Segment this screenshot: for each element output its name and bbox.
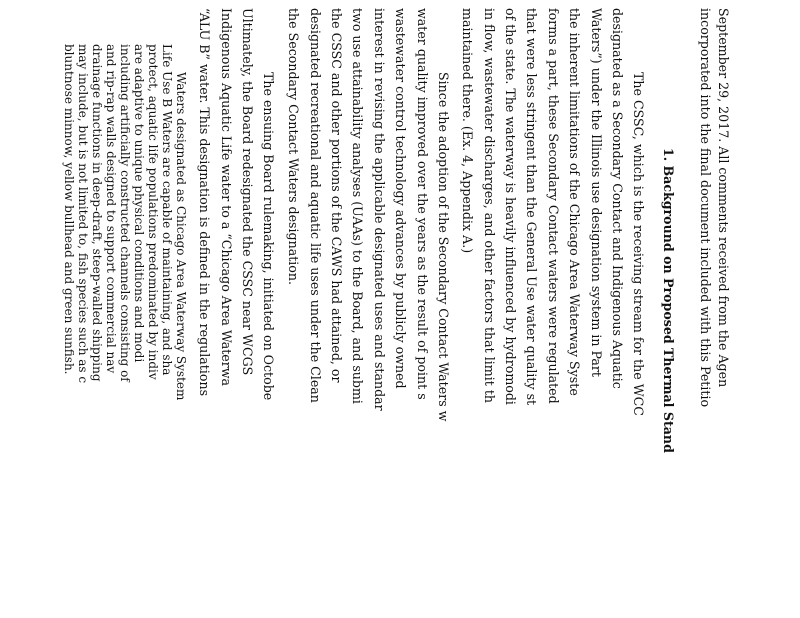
para2-line-2: water quality improved over the years as the result of point s [415, 8, 430, 400]
quote-line-2: Life Use B Waters are capable of maintaining, and sha [160, 44, 174, 376]
para1-line-8: in flow, wastewater discharges, and other factors that limit th [482, 8, 497, 404]
para1-line-1: The CSSC, which is the receiving stream for the WCC [631, 72, 646, 416]
para2-line-8: the Secondary Contact Waters designation. [286, 8, 301, 286]
para2-line-3: wastewater control technology advances by publicly owned [393, 8, 408, 389]
para1-line-7: of the state. The waterway is heavily influenced by hydromodi [503, 8, 518, 405]
intro-line-2: incorporated into the final document included with this Petitio [698, 8, 713, 408]
quote-line-1: Waters designated as Chicago Area Waterway System [174, 72, 188, 401]
quote-line-3: protect, aquatic life populations predominated by indiv [146, 44, 160, 380]
para1-line-4: the inherent limitations of the Chicago Area Waterway Syste [567, 8, 582, 396]
para1-line-5: forms a part, these Secondary Contact waters were regulated [546, 8, 561, 404]
quote-line-5: including artificially constructed channels consisting of [118, 44, 132, 382]
para2-line-1: Since the adoption of the Secondary Contact Waters w [436, 72, 451, 422]
quote-line-7: drainage functions in deep-draft, steep-walled shipping [90, 44, 104, 382]
quote-line-4: are adaptive to unique physical conditions and modi [132, 44, 146, 363]
intro-line-1: September 29, 2017. All comments received from the Agen [716, 8, 731, 388]
section-heading: 1. Background on Proposed Thermal Stand [661, 148, 676, 453]
para1-line-6: that were less stringent than the General Use water quality st [524, 8, 539, 406]
para1-line-9: maintained there. (Ex. 4, Appendix A.) [460, 8, 475, 254]
para2-line-6: the CSSC and other portions of the CAWS had attained, or [329, 8, 344, 383]
para2-line-5: two use attainability analyses (UAAs) to the Board, and submi [350, 8, 365, 404]
para3-line-1: The ensuing Board rulemaking, initiated on Octobe [261, 72, 276, 401]
para3-line-4: “ALU B” water. This designation is defined in the regulations [197, 8, 212, 397]
quote-line-6: and rip-rap walls designed to support commercial nav [104, 44, 118, 374]
para3-line-3: Indigenous Aquatic Life water to a “Chicago Area Waterwa [219, 8, 234, 387]
quote-line-8: may include, but is not limited to, fish species such as c [76, 44, 90, 384]
para1-line-3: Waters”) under the Illinois use designation system in Part [589, 8, 604, 377]
quote-line-9: bluntnose minnow, yellow bullhead and green sunfish. [62, 44, 76, 375]
para1-line-2: designated as a Secondary Contact and Indigenous Aquatic [610, 8, 625, 389]
para2-line-7: designated recreational and aquatic life uses under the Clean [308, 8, 323, 403]
para2-line-4: interest in revising the applicable designated uses and standar [372, 8, 387, 411]
para3-line-2: Ultimately, the Board redesignated the CSSC near WCGS [240, 8, 255, 376]
